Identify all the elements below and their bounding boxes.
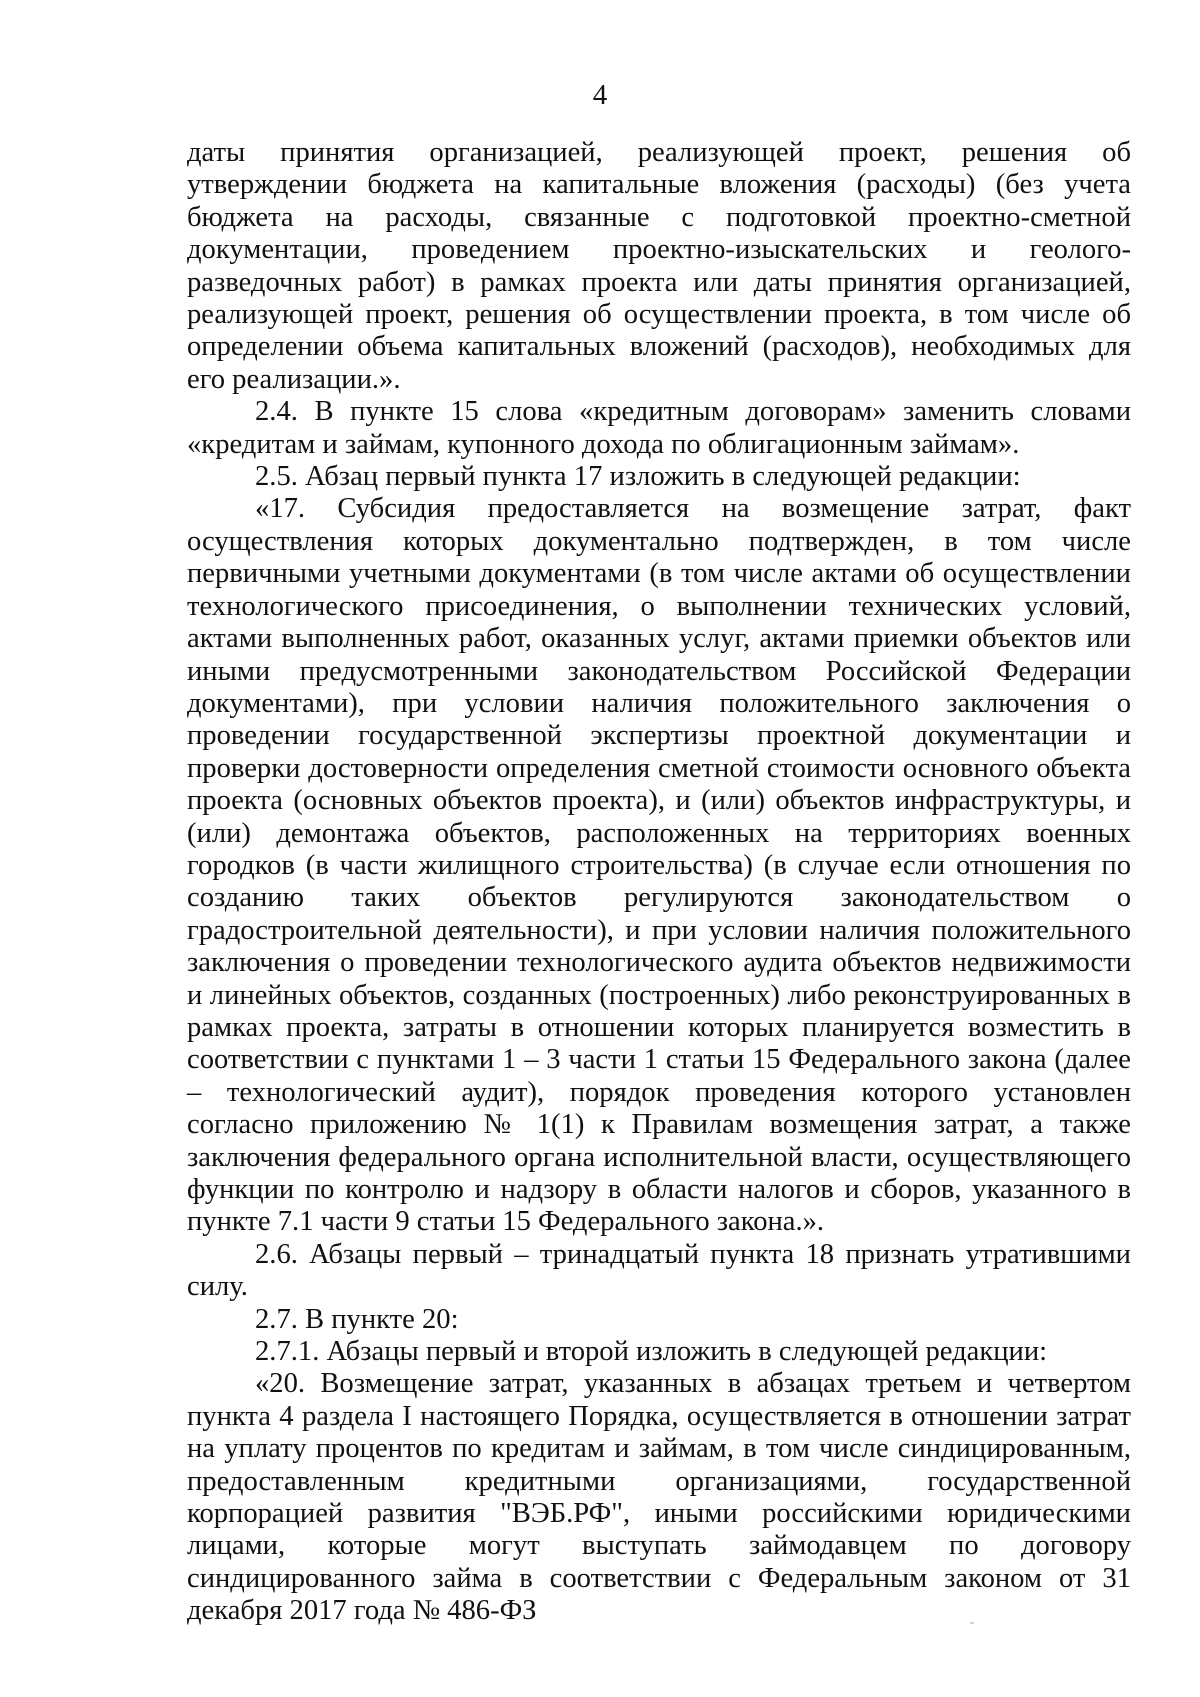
paragraph-item-17: «17. Субсидия предоставляется на возмещение затрат, факт осуществления которых документально подтвержден, в том числе первичными учетными документами (в том числе актами об осуществлении технологического присоединения, о выполнении технических условий, актами выполненных работ, оказанных услуг, актами приемки объектов или иными предусмотренными законодательством Российской Федерации документами), при условии наличия положительного заключения о проведении государственной экспертизы проектной документации и проверки достоверности определения сметной стоимости основного объекта проекта (основных объектов проекта), и (или) объектов инфраструктуры, и (или) демонтажа объектов, расположенных на территориях военных городков (в части жилищного строительства) (в случае если отношения по созданию таких объектов регулируются законодательством о градостроительной деятельности), и при условии наличия положительного заключения о проведении технологического аудита объектов недвижимости и линейных объектов, созданных (построенных) либо реконструированных в рамках проекта, затраты в отношении которых планируется возместить в соответствии с пунктами 1 – 3 части 1 статьи 15 Федерального закона (далее – технологический аудит), порядок проведения которого установлен согласно приложению № 1(1) к Правилам возмещения затрат, а также заключения федерального органа исполнительной власти, осуществляющего функции по контролю и надзору в области налогов и сборов, указанного в пункте 7.1 части 9 статьи 15 Федерального закона.». — [187, 493, 1131, 1238]
scan-speck — [970, 1622, 974, 1624]
paragraph-2-7: 2.7. В пункте 20: — [255, 1303, 459, 1335]
paragraph-2-7-1: 2.7.1. Абзацы первый и второй изложить в следующей редакции: — [255, 1336, 1048, 1368]
page-number: 4 — [592, 79, 608, 111]
paragraph-2-6: 2.6. Абзацы первый – тринадцатый пункта 18 признать утратившими силу. — [187, 1238, 1131, 1303]
paragraph-2-4: 2.4. В пункте 15 слова «кредитным договорам» заменить словами «кредитам и займам, купонного дохода по облигационным займам». — [187, 396, 1131, 460]
document-body — [187, 137, 1131, 1628]
paragraph-continuation: даты принятия организацией, реализующей проект, решения об утверждении бюджета на капитальные вложения (расходы) (без учета бюджета на расходы, связанные с подготовкой проектно-сметной документации, проведением проектно-изыскательских и геолого-разведочных работ) в рамках проекта или даты принятия организацией, реализующей проект, решения об осуществлении проекта, в том числе об определении объема капитальных вложений (расходов), необходимых для его реализации.». — [187, 137, 1131, 395]
paragraph-item-20: «20. Возмещение затрат, указанных в абзацах третьем и четвертом пункта 4 раздела I настоящего Порядка, осуществляется в отношении затрат на уплату процентов по кредитам и займам, в том числе синдицированным, предоставленным кредитными организациями, государственной корпорацией развития "ВЭБ.РФ", иными российскими юридическими лицами, которые могут выступать займодавцем по договору синдицированного займа в соответствии с Федеральным законом от 31 декабря 2017 года № 486-ФЗ — [187, 1368, 1131, 1627]
paragraph-2-5: 2.5. Абзац первый пункта 17 изложить в следующей редакции: — [255, 461, 1021, 493]
